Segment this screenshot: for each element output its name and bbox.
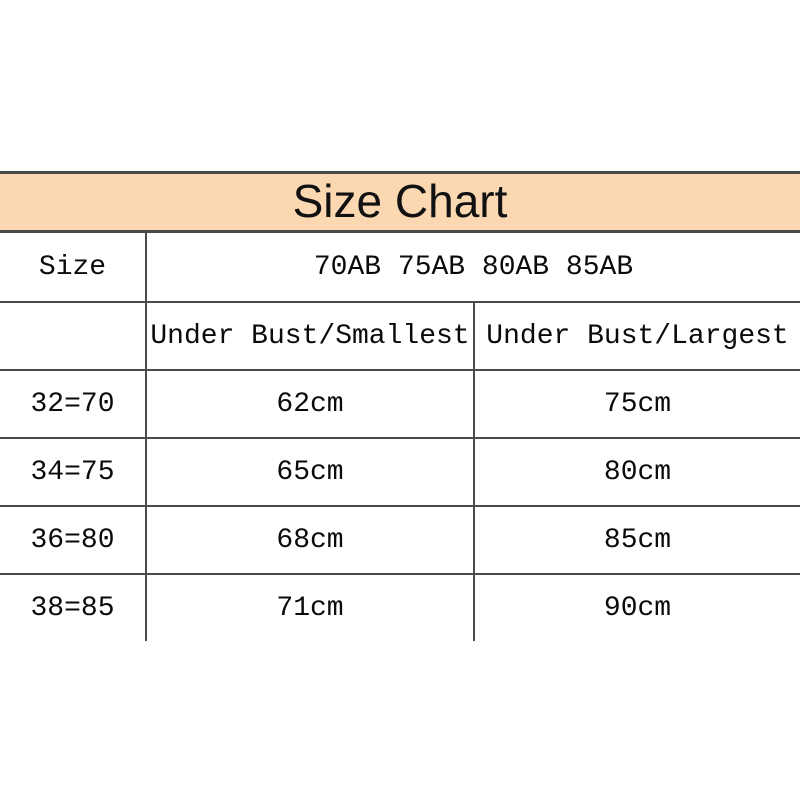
smallest-value-cell: 62cm (146, 370, 474, 438)
largest-value-cell: 85cm (474, 506, 800, 574)
size-values-cell: 70AB 75AB 80AB 85AB (313, 251, 634, 283)
smallest-value-cell: 71cm (146, 574, 474, 641)
size-cell: 32=70 (0, 370, 146, 438)
empty-corner-cell (0, 302, 146, 370)
table-row-column-headers (0, 302, 800, 370)
largest-value-cell: 75cm (474, 370, 800, 438)
page-title: Size Chart (292, 175, 508, 227)
table-row-size-header (0, 233, 800, 302)
table-row (0, 370, 800, 438)
largest-value-cell: 80cm (474, 438, 800, 506)
smallest-value-cell: 65cm (146, 438, 474, 506)
size-header-label-cell: Size (0, 233, 146, 302)
largest-value-cell: 90cm (474, 574, 800, 641)
smallest-value-cell: 68cm (146, 506, 474, 574)
table-row (0, 438, 800, 506)
column-header-under-bust-largest: Under Bust/Largest (474, 302, 800, 370)
size-chart-banner (0, 171, 800, 233)
table-row (0, 506, 800, 574)
size-cell: 38=85 (0, 574, 146, 641)
table-row (0, 574, 800, 641)
size-cell: 34=75 (0, 438, 146, 506)
size-table (0, 233, 800, 641)
column-header-under-bust-smallest: Under Bust/Smallest (146, 302, 474, 370)
size-cell: 36=80 (0, 506, 146, 574)
